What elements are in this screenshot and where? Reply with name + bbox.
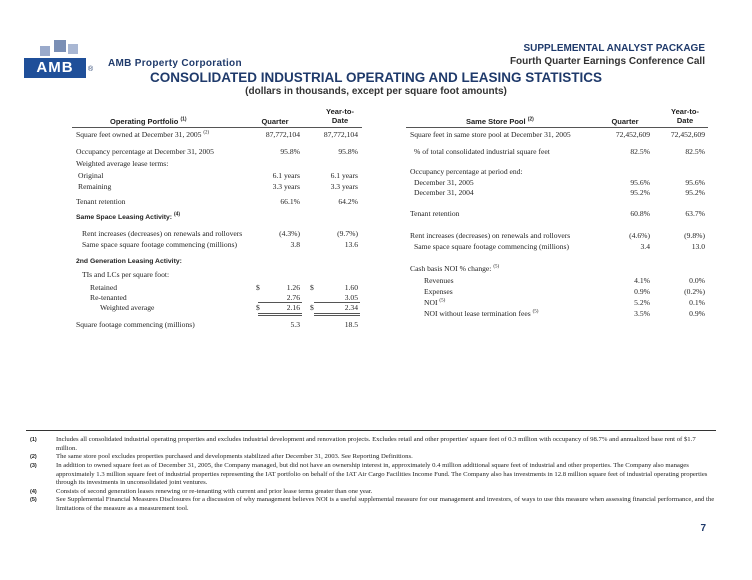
header-rule	[72, 127, 362, 128]
value-quarter: 60.8%	[630, 209, 650, 218]
col-header-pool: Same Store Pool $^{(2)}$	[466, 116, 534, 126]
row-label: Square feet in same store pool at December 31, 2005	[410, 130, 571, 139]
value-ytd: 1.60	[344, 283, 358, 292]
row-label: Rent increases (decreases) on renewals and rollovers	[82, 229, 243, 238]
value-ytd: 72,452,609	[670, 130, 705, 139]
value-ytd: 95.8%	[338, 147, 358, 156]
value-ytd: 0.9%	[689, 309, 705, 318]
row-label: TIs and LCs per square foot:	[82, 270, 170, 279]
value-ytd: 6.1 years	[330, 171, 358, 180]
value-quarter: 6.1 years	[272, 171, 300, 180]
footnote-text: In addition to owned square feet as of December 31, 2005, the Company managed, but did not have an ownership interest in, approximately 0.4 million additional square feet of industrial and other properties. The Company also manages approximately 1.3 million square feet of industrial properties representing the IAT portfolio on behalf of the IAT Air Cargo Facilities Income Fund. The Company also has investments in 12.8 million square feet of industrial operating properties through its investments in unconsolidated joint ventures.	[56, 462, 708, 487]
row-label: Re-tenanted	[90, 293, 127, 302]
page-subtitle: (dollars in thousands, except per square foot amounts)	[245, 86, 507, 97]
footnote-mark: (5)	[30, 497, 37, 503]
row-label: Occupancy percentage at December 31, 2005	[76, 147, 214, 156]
section-heading: Same Space Leasing Activity: $^{(4)}$	[76, 211, 181, 221]
logo-text: AMB	[24, 58, 86, 78]
col-header-portfolio: Operating Portfolio $^{(1)}$	[110, 116, 187, 126]
logo-square	[68, 44, 78, 54]
value-quarter: 95.2%	[630, 188, 650, 197]
row-label: Expenses	[424, 287, 453, 296]
currency-symbol: $	[310, 283, 314, 292]
row-label: Same space square footage commencing (millions)	[414, 242, 569, 251]
value-quarter: 0.9%	[634, 287, 650, 296]
currency-symbol: $	[256, 283, 260, 292]
logo-registered-mark: ®	[88, 66, 94, 73]
value-ytd: 64.2%	[338, 197, 358, 206]
value-quarter: 66.1%	[280, 197, 300, 206]
footnote-text: See Supplemental Financial Measures Disclosures for a discussion of why management believes NOI is a useful supplemental measure for our management and investors, of ways to use this measure when assessing financial performance, and the limitations of the measure as a measurement tool.	[56, 496, 715, 512]
row-label: % of total consolidated industrial square feet	[414, 147, 550, 156]
value-ytd: (9.7%)	[337, 229, 358, 238]
value-ytd: (0.2%)	[684, 287, 705, 296]
call-title: Fourth Quarter Earnings Conference Call	[509, 56, 705, 67]
value-quarter: 2.16	[286, 303, 300, 312]
row-label: Remaining	[78, 182, 112, 191]
row-label: Original	[78, 171, 104, 180]
value-quarter: 5.2%	[634, 298, 650, 307]
currency-symbol: $	[256, 303, 260, 312]
row-label: Weighted average	[100, 303, 155, 312]
row-label: Square footage commencing (millions)	[76, 320, 195, 329]
row-label: December 31, 2004	[414, 188, 474, 197]
row-label: Occupancy percentage at period end:	[410, 167, 523, 176]
value-quarter: 3.3 years	[272, 182, 300, 191]
value-ytd: 13.6	[344, 240, 358, 249]
footnote-mark: (4)	[30, 489, 37, 495]
value-ytd: 2.34	[344, 303, 358, 312]
company-name: AMB Property Corporation	[108, 58, 242, 69]
col-header-quarter: Quarter	[261, 117, 289, 126]
row-label: Tenant retention	[410, 209, 460, 218]
value-quarter: 3.8	[290, 240, 300, 249]
row-label: December 31, 2005	[414, 178, 474, 187]
col-header-ytd: Year-to- Date	[326, 107, 354, 125]
value-quarter: 3.4	[640, 242, 650, 251]
value-quarter: (4.3%)	[279, 229, 300, 238]
value-ytd: 87,772,104	[323, 130, 358, 139]
value-ytd: 95.2%	[685, 188, 705, 197]
row-label: Revenues	[424, 276, 454, 285]
value-ytd: 3.3 years	[330, 182, 358, 191]
footnote-text: The same store pool excludes properties purchased and developments stabilized after December 31, 2003. See Reporting Definitions.	[56, 453, 413, 460]
row-label: Tenant retention	[76, 197, 126, 206]
row-label: NOI without lease termination fees $^{(5)}$	[424, 309, 539, 318]
header-rule	[406, 127, 708, 128]
value-quarter: 5.3	[290, 320, 300, 329]
page-title: CONSOLIDATED INDUSTRIAL OPERATING AND LEASING STATISTICS	[149, 70, 602, 85]
col-header-quarter: Quarter	[611, 117, 639, 126]
footnote-rule	[26, 430, 716, 431]
value-quarter: 95.6%	[630, 178, 650, 187]
total-rule	[314, 315, 360, 316]
value-quarter: 95.8%	[280, 147, 300, 156]
total-rule	[314, 313, 360, 314]
value-ytd: 82.5%	[685, 147, 705, 156]
value-ytd: 18.5	[344, 320, 358, 329]
col-header-ytd: Year-to- Date	[671, 107, 699, 125]
footnote-text: Includes all consolidated industrial operating properties and excludes industrial development and renovation projects. Excludes retail and other properties' square feet of 0.3 million with occupancy of 98.7% and annualized base rent of $1.7 million.	[56, 436, 696, 452]
footnote-mark: (1)	[30, 437, 37, 443]
footnote-text: Consists of second generation leases renewing or re-tenanting with current and prior lease terms greater than one year.	[56, 488, 373, 495]
value-quarter: 1.26	[286, 283, 300, 292]
row-label: NOI $^{(5)}$	[424, 298, 446, 307]
value-ytd: 0.0%	[689, 276, 705, 285]
section-heading: 2nd Generation Leasing Activity:	[76, 258, 182, 265]
value-quarter: 87,772,104	[265, 130, 300, 139]
page-number: 7	[700, 523, 706, 534]
value-ytd: 13.0	[691, 242, 705, 251]
value-quarter: 3.5%	[634, 309, 650, 318]
value-quarter: (4.6%)	[629, 231, 650, 240]
value-quarter: 4.1%	[634, 276, 650, 285]
value-ytd: (9.8%)	[684, 231, 705, 240]
value-ytd: 3.05	[344, 293, 358, 302]
row-label: Cash basis NOI % change: $^{(5)}$	[410, 264, 500, 273]
footnote-mark: (2)	[30, 454, 37, 460]
row-label: Weighted average lease terms:	[76, 159, 169, 168]
value-ytd: 95.6%	[685, 178, 705, 187]
value-quarter: 82.5%	[630, 147, 650, 156]
currency-symbol: $	[310, 303, 314, 312]
total-rule	[258, 315, 302, 316]
value-ytd: 63.7%	[685, 209, 705, 218]
total-rule	[258, 313, 302, 314]
row-label: Rent increases (decreases) on renewals and rollovers	[410, 231, 571, 240]
value-quarter: 2.76	[286, 293, 300, 302]
row-label: Square feet owned at December 31, 2005 $^{(2)}$	[76, 130, 210, 139]
logo-square	[40, 46, 50, 56]
value-ytd: 0.1%	[689, 298, 705, 307]
logo-square	[54, 40, 66, 52]
value-quarter: 72,452,609	[615, 130, 650, 139]
package-title: SUPPLEMENTAL ANALYST PACKAGE	[523, 43, 705, 54]
row-label: Retained	[90, 283, 117, 292]
row-label: Same space square footage commencing (millions)	[82, 240, 237, 249]
footnote-mark: (3)	[30, 463, 37, 469]
